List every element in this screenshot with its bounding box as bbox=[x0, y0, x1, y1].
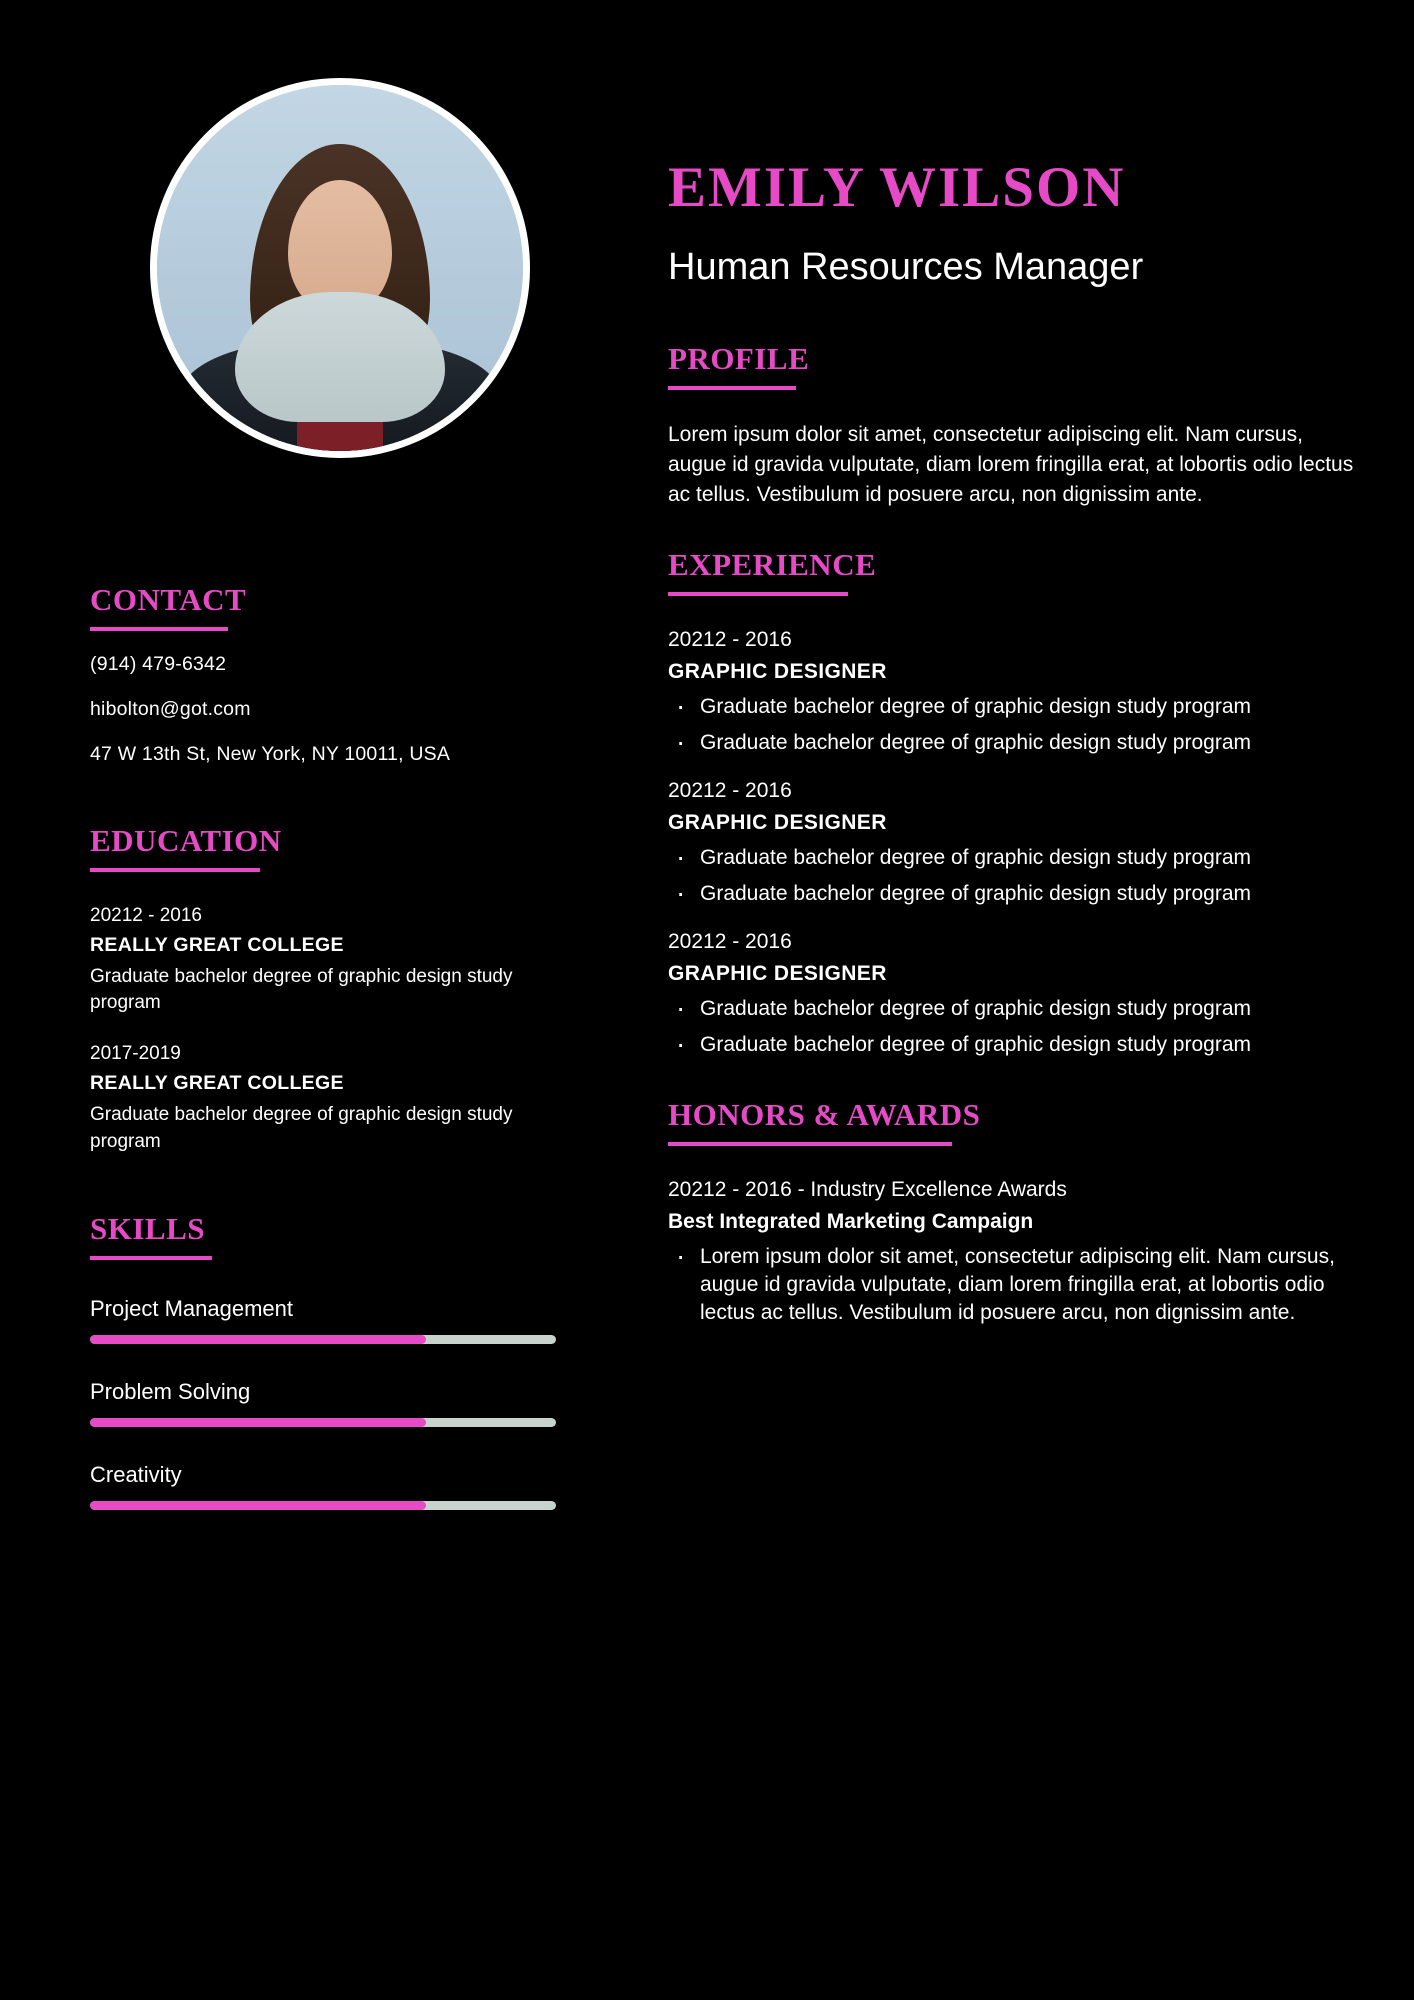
honors-section bbox=[668, 1097, 1358, 1327]
honors-title: Best Integrated Marketing Campaign bbox=[668, 1209, 1034, 1233]
job-title: Human Resources Manager bbox=[668, 246, 1144, 288]
skill-bar-track bbox=[90, 1501, 556, 1510]
education-section bbox=[90, 823, 560, 1155]
honors-bullets bbox=[668, 1243, 1358, 1327]
honors-heading: HONORS & AWARDS bbox=[668, 1096, 981, 1132]
experience-item bbox=[668, 779, 1358, 908]
list-item: · Graduate bachelor degree of graphic design study program bbox=[668, 995, 1358, 1023]
skill-label: Creativity bbox=[90, 1461, 182, 1487]
list-item: · Graduate bachelor degree of graphic design study program bbox=[668, 844, 1358, 872]
experience-role: GRAPHIC DESIGNER bbox=[668, 660, 887, 684]
education-item bbox=[90, 905, 560, 1016]
skill-item bbox=[90, 1462, 560, 1510]
experience-bullets bbox=[668, 995, 1358, 1059]
education-school: REALLY GREAT COLLEGE bbox=[90, 934, 344, 956]
education-school: REALLY GREAT COLLEGE bbox=[90, 1072, 344, 1095]
education-date: 20212 - 2016 bbox=[90, 905, 202, 926]
profile-section bbox=[668, 341, 1358, 509]
experience-item bbox=[668, 628, 1358, 757]
skill-bar-track bbox=[90, 1418, 556, 1427]
skill-label: Project Management bbox=[90, 1295, 293, 1321]
experience-heading-rule bbox=[668, 592, 848, 596]
education-heading-rule bbox=[90, 868, 260, 872]
education-date: 2017-2019 bbox=[90, 1043, 181, 1065]
education-description: Graduate bachelor degree of graphic design study program bbox=[90, 966, 513, 1014]
skill-item bbox=[90, 1296, 560, 1344]
experience-role: GRAPHIC DESIGNER bbox=[668, 811, 887, 835]
contact-email: hibolton@got.com bbox=[90, 698, 251, 720]
honors-date: 20212 - 2016 - Industry Excellence Awards bbox=[668, 1177, 1067, 1201]
list-item: · Graduate bachelor degree of graphic design study program bbox=[668, 729, 1358, 757]
honors-heading-rule bbox=[668, 1142, 952, 1146]
skill-label: Problem Solving bbox=[90, 1378, 251, 1404]
list-item: · Graduate bachelor degree of graphic design study program bbox=[668, 880, 1358, 908]
list-item: · Lorem ipsum dolor sit amet, consectetur adipiscing elit. Nam cursus, augue id gravida vulputate, diam lorem fringilla erat, at lobortis odio lectus ac tellus. Vestibulum id posuere arcu, non dignissim ante. bbox=[668, 1243, 1358, 1327]
contact-address: 47 W 13th St, New York, NY 10011, USA bbox=[90, 743, 451, 765]
page-title: EMILY WILSON bbox=[668, 156, 1126, 219]
right-column bbox=[668, 0, 1358, 1327]
skill-bar-fill bbox=[90, 1501, 426, 1510]
education-item bbox=[90, 1043, 560, 1154]
avatar bbox=[150, 78, 530, 458]
contact-heading: CONTACT bbox=[90, 582, 247, 617]
profile-heading: PROFILE bbox=[668, 341, 810, 376]
experience-heading: EXPERIENCE bbox=[668, 547, 877, 583]
left-column bbox=[90, 0, 560, 1510]
education-description: Graduate bachelor degree of graphic design study program bbox=[90, 1104, 513, 1152]
skill-bar-track bbox=[90, 1335, 556, 1344]
list-item: · Graduate bachelor degree of graphic design study program bbox=[668, 1031, 1358, 1059]
skill-bar-fill bbox=[90, 1418, 426, 1427]
contact-details bbox=[90, 653, 560, 766]
portrait-scarf bbox=[235, 292, 445, 422]
skill-item bbox=[90, 1379, 560, 1427]
list-item: · Graduate bachelor degree of graphic design study program bbox=[668, 693, 1358, 721]
contact-heading-rule bbox=[90, 627, 228, 631]
honors-item bbox=[668, 1178, 1358, 1327]
skills-heading: SKILLS bbox=[90, 1210, 206, 1246]
skills-heading-rule bbox=[90, 1256, 212, 1260]
education-heading: EDUCATION bbox=[90, 823, 282, 858]
profile-text: Lorem ipsum dolor sit amet, consectetur adipiscing elit. Nam cursus, augue id gravida vulputate, diam lorem fringilla erat, at lobortis odio lectus ac tellus. Vestibulum id posuere arcu, non dignissim ante. bbox=[668, 423, 1354, 506]
skills-section bbox=[90, 1211, 560, 1510]
experience-date: 20212 - 2016 bbox=[668, 930, 792, 954]
portrait-photo bbox=[157, 85, 523, 451]
contact-section bbox=[90, 582, 560, 766]
profile-heading-rule bbox=[668, 386, 796, 390]
skill-bar-fill bbox=[90, 1335, 426, 1344]
experience-section bbox=[668, 547, 1358, 1059]
experience-bullets bbox=[668, 844, 1358, 908]
experience-bullets bbox=[668, 693, 1358, 757]
experience-date: 20212 - 2016 bbox=[668, 779, 792, 803]
contact-phone: (914) 479-6342 bbox=[90, 653, 227, 675]
experience-role: GRAPHIC DESIGNER bbox=[668, 962, 887, 986]
experience-date: 20212 - 2016 bbox=[668, 628, 792, 652]
experience-item bbox=[668, 930, 1358, 1059]
